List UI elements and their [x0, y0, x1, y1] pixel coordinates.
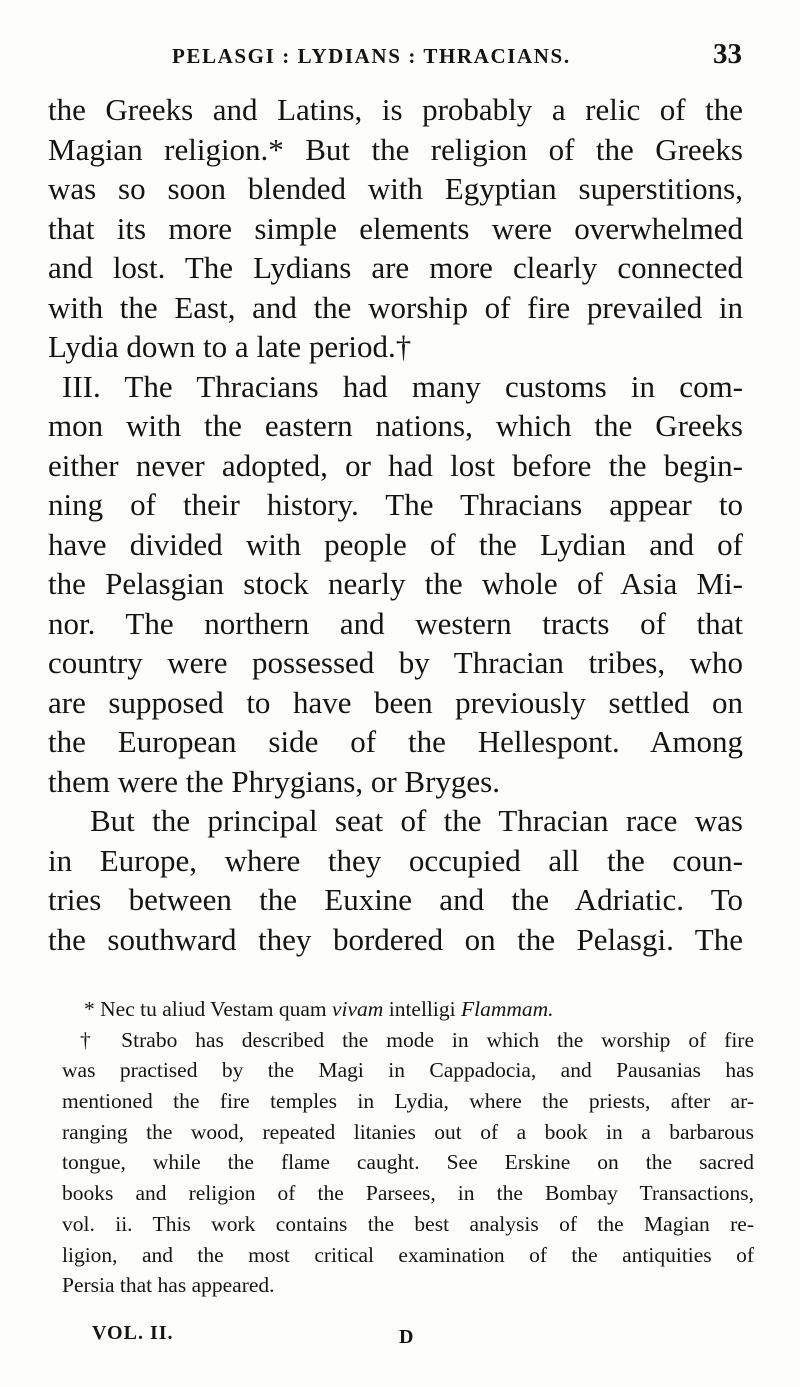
running-head-title: PELASGI : LYDIANS : THRACIANS.	[172, 44, 571, 68]
footnote-1-italic-flammam: Flammam.	[460, 997, 554, 1021]
footnote-2-line: tongue, while the flame caught. See Erskine on the sacred	[62, 1150, 754, 1175]
footnote-2-line: Persia that has appeared.	[62, 1273, 275, 1298]
footnote-1-italic-vivam: vivam	[332, 997, 384, 1021]
body-line: them were the Phrygians, or Bryges.	[48, 763, 500, 799]
body-line: the southward they bordered on the Pelasgi. The	[48, 921, 743, 957]
running-head	[0, 38, 800, 78]
body-line: country were possessed by Thracian tribes, who	[48, 645, 743, 680]
body-line: But the principal seat of the Thracian race was	[90, 803, 743, 838]
body-line: Lydia down to a late period.†	[48, 329, 412, 364]
volume-signature: VOL. II.	[92, 1322, 174, 1344]
footnotes	[62, 994, 754, 1301]
body-line: with the East, and the worship of fire prevailed in	[48, 289, 743, 325]
body-line: that its more simple elements were overwhelmed	[48, 210, 743, 246]
footnote-2-line: ligion, and the most critical examination of the antiquities of	[62, 1242, 754, 1267]
body-line: the European side of the Hellespont. Among	[48, 724, 743, 759]
footnote-2-line: ranging the wood, repeated litanies out of a book in a barbarous	[62, 1119, 754, 1144]
body-line: III. The Thracians had many customs in com-	[62, 368, 743, 404]
body-line: Magian religion.* But the religion of the Greeks	[48, 131, 743, 167]
body-line: the Pelasgian stock nearly the whole of Asia Mi-	[48, 566, 743, 601]
footnote-1-middle: intelligi	[383, 997, 461, 1021]
footnote-2-line: † Strabo has described the mode in which the worship of fire	[80, 1027, 754, 1052]
body-line: in Europe, where they occupied all the coun-	[48, 842, 743, 878]
page-number: 33	[713, 38, 742, 70]
body-line: the Greeks and Latins, is probably a relic of the	[48, 92, 743, 127]
body-line: ning of their history. The Thracians appear to	[48, 487, 743, 522]
body-text	[48, 90, 743, 959]
body-line: are supposed to have been previously settled on	[48, 684, 743, 720]
footnote-2-line: was practised by the Magi in Cappadocia, and Pausanias has	[62, 1058, 754, 1083]
body-line: have divided with people of the Lydian and of	[48, 526, 743, 562]
body-line: either never adopted, or had lost before the begin-	[48, 447, 743, 483]
body-line: nor. The northern and western tracts of that	[48, 605, 743, 641]
body-line: was so soon blended with Egyptian superstitions,	[48, 171, 743, 206]
footnote-1-prefix: * Nec tu aliud Vestam quam	[84, 997, 332, 1021]
body-line: tries between the Euxine and the Adriatic. To	[48, 882, 743, 917]
footnote-1	[62, 994, 754, 1025]
body-line: and lost. The Lydians are more clearly connected	[48, 250, 743, 285]
footnote-2-line: books and religion of the Parsees, in the Bombay Transactions,	[62, 1181, 754, 1206]
footnote-2-line: mentioned the fire temples in Lydia, where the priests, after ar-	[62, 1089, 754, 1114]
body-line: mon with the eastern nations, which the Greeks	[48, 408, 743, 443]
footnote-2-line: vol. ii. This work contains the best analysis of the Magian re-	[62, 1211, 754, 1236]
signature-letter: D	[399, 1326, 414, 1348]
